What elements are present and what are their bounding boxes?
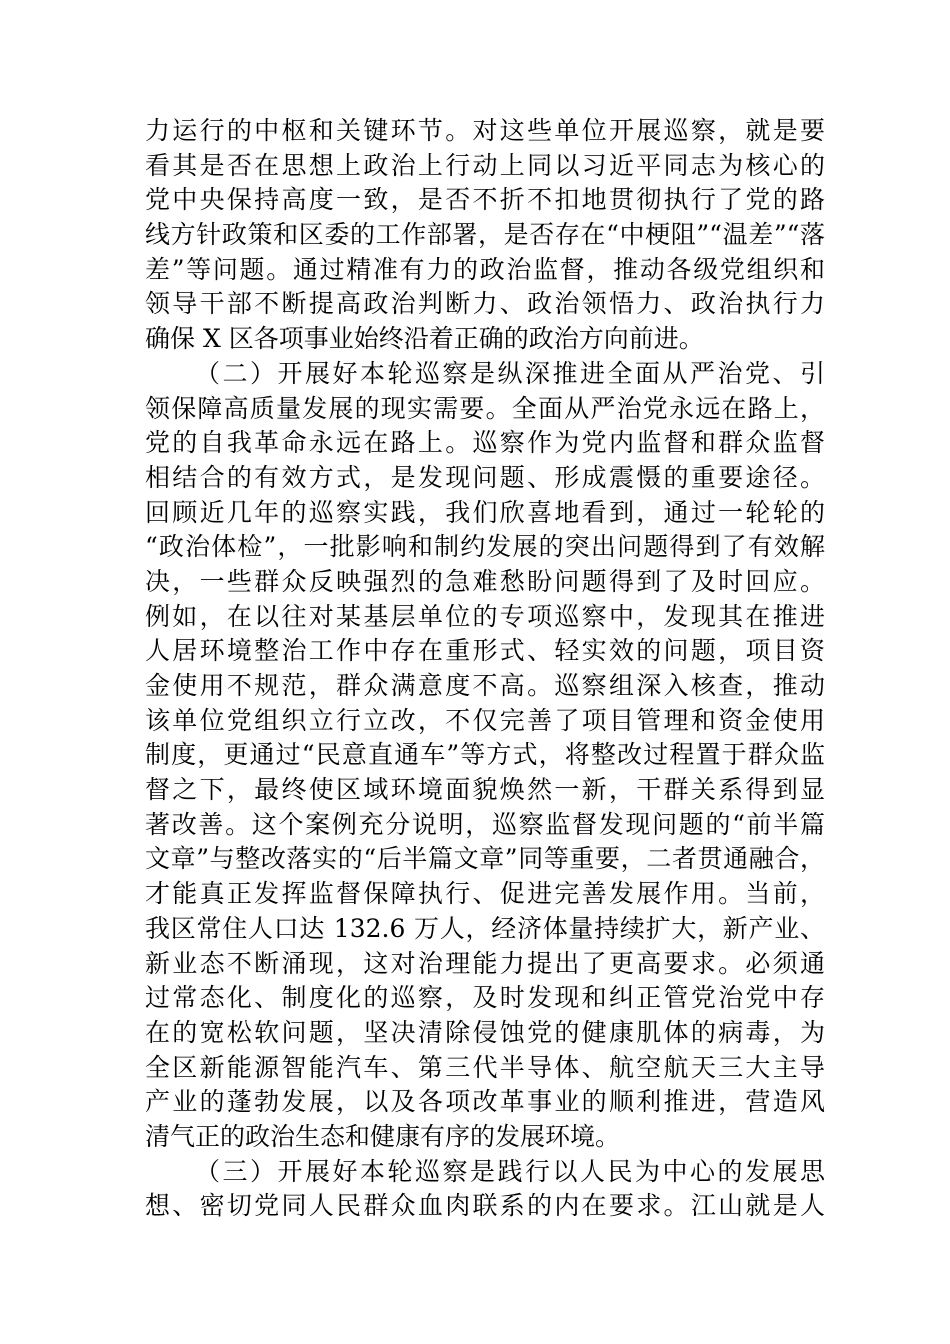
text-line: 清气正的政治生态和健康有序的发展环境。 bbox=[145, 1121, 621, 1151]
text-line: 党的自我革命永远在路上。巡察作为党内监督和群众监督 bbox=[145, 428, 825, 458]
text-line: 全区新能源智能汽车、第三代半导体、航空航天三大主导 bbox=[145, 1052, 825, 1082]
text-line: （三）开展好本轮巡察是践行以人民为中心的发展思 bbox=[195, 1156, 825, 1186]
text-line: 例如，在以往对某基层单位的专项巡察中，发现其在推进 bbox=[145, 601, 825, 631]
text-line: 才能真正发挥监督保障执行、促进完善发展作用。当前， bbox=[145, 879, 825, 909]
text-line: 人居环境整治工作中存在重形式、轻实效的问题，项目资 bbox=[145, 636, 825, 666]
text-line: 产业的蓬勃发展，以及各项改革事业的顺利推进，营造风 bbox=[145, 1087, 825, 1117]
text-line: 我区常住人口达 132.6 万人，经济体量持续扩大，新产业、 bbox=[145, 913, 825, 943]
text-line: 看其是否在思想上政治上行动上同以习近平同志为核心的 bbox=[145, 150, 825, 180]
text-line: 督之下，最终使区域环境面貌焕然一新，干群关系得到显 bbox=[145, 775, 825, 805]
text-line: 想、密切党同人民群众血肉联系的内在要求。江山就是人 bbox=[145, 1191, 825, 1221]
text-line: 文章”与整改落实的“后半篇文章”同等重要，二者贯通融合， bbox=[145, 844, 825, 874]
text-line: 确保 X 区各项事业始终沿着正确的政治方向前进。 bbox=[145, 324, 704, 354]
text-line: 回顾近几年的巡察实践，我们欣喜地看到，通过一轮轮的 bbox=[145, 497, 825, 527]
text-line: 过常态化、制度化的巡察，及时发现和纠正管党治党中存 bbox=[145, 983, 825, 1013]
text-line: 制度，更通过“民意直通车”等方式，将整改过程置于群众监 bbox=[145, 740, 825, 770]
text-line: （二）开展好本轮巡察是纵深推进全面从严治党、引 bbox=[195, 358, 825, 388]
text-line: 决，一些群众反映强烈的急难愁盼问题得到了及时回应。 bbox=[145, 566, 825, 596]
text-line: 领导干部不断提高政治判断力、政治领悟力、政治执行力 bbox=[145, 289, 825, 319]
text-line: 差”等问题。通过精准有力的政治监督，推动各级党组织和 bbox=[145, 254, 825, 284]
text-line: 领保障高质量发展的现实需要。全面从严治党永远在路上， bbox=[145, 393, 825, 423]
document-body bbox=[145, 114, 825, 1224]
paragraph bbox=[145, 1155, 825, 1224]
paragraph bbox=[145, 357, 825, 1155]
text-line: 新业态不断涌现，这对治理能力提出了更高要求。必须通 bbox=[145, 948, 825, 978]
text-line: 在的宽松软问题，坚决清除侵蚀党的健康肌体的病毒，为 bbox=[145, 1017, 825, 1047]
text-line: 线方针政策和区委的工作部署，是否存在“中梗阻”“温差”“落 bbox=[145, 220, 825, 250]
text-line: 力运行的中枢和关键环节。对这些单位开展巡察，就是要 bbox=[145, 116, 825, 145]
text-line: 著改善。这个案例充分说明，巡察监督发现问题的“前半篇 bbox=[145, 809, 825, 839]
text-line: 金使用不规范，群众满意度不高。巡察组深入核查，推动 bbox=[145, 671, 825, 700]
paragraph bbox=[145, 114, 825, 357]
text-line: 相结合的有效方式，是发现问题、形成震慑的重要途径。 bbox=[145, 462, 825, 492]
text-line: “政治体检”，一批影响和制约发展的突出问题得到了有效解 bbox=[145, 532, 825, 562]
text-line: 该单位党组织立行立改，不仅完善了项目管理和资金使用 bbox=[145, 705, 825, 735]
text-line: 党中央保持高度一致，是否不折不扣地贯彻执行了党的路 bbox=[145, 185, 825, 215]
